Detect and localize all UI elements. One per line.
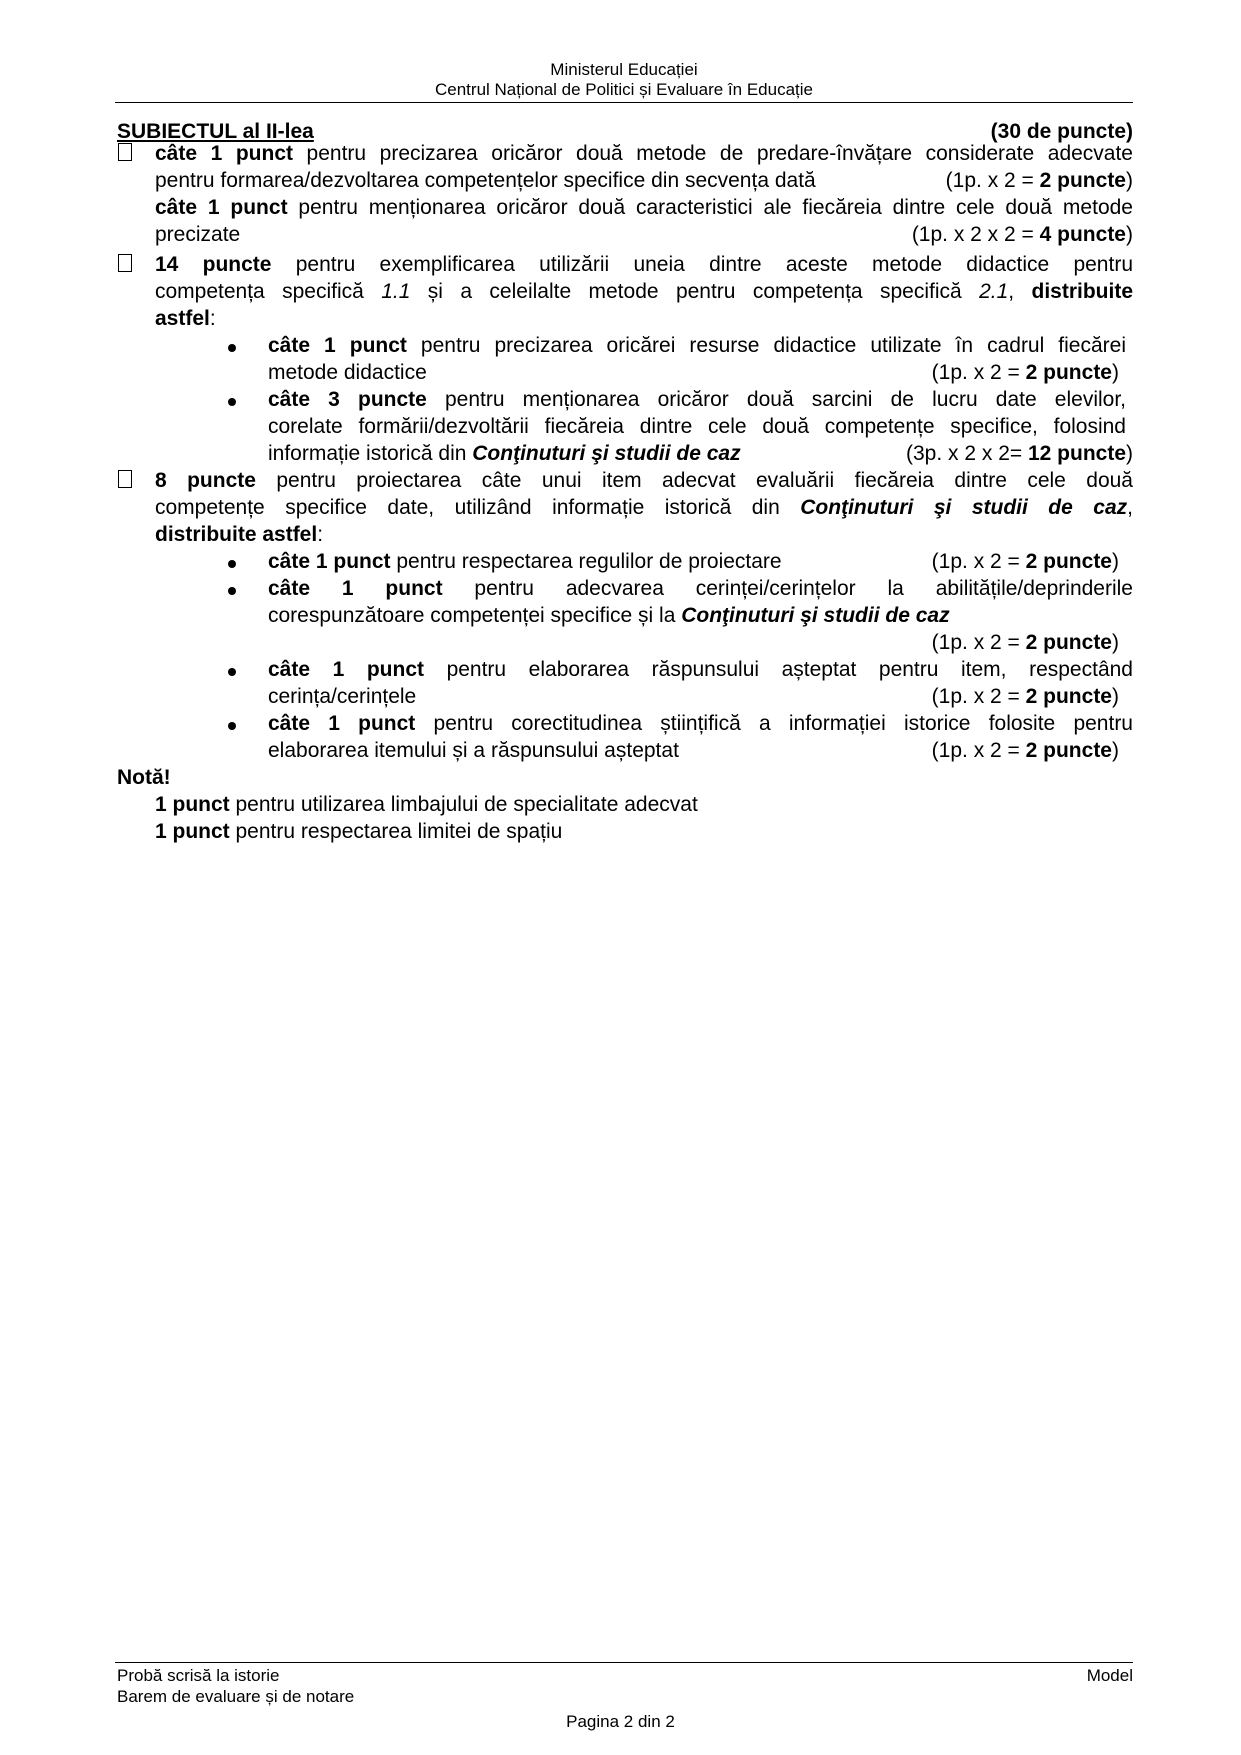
note-line1: 1 punct pentru utilizarea limbajului de specialitate adecvat	[155, 793, 698, 816]
bullet-icon	[228, 344, 236, 352]
footer-page-number: Pagina 2 din 2	[566, 1712, 675, 1731]
item2-line3: astfel:	[155, 307, 216, 330]
item3-line3: distribuite astfel:	[155, 523, 324, 546]
item2-line1: 14 puncte pentru exemplificarea utilizării uneia dintre aceste metode didactice pentru	[155, 253, 1133, 276]
item3-bullet4-line2: elaborarea itemului și a răspunsului așteptat (1p. x 2 = 2 puncte)	[268, 739, 1119, 762]
item2-bullet1-line2: metode didactice (1p. x 2 = 2 puncte)	[268, 361, 1119, 384]
note-line2: 1 punct pentru respectarea limitei de spațiu	[155, 820, 563, 843]
bullet-icon	[228, 587, 236, 595]
item2-bullet2-line3: informație istorică din Conţinuturi şi studii de caz (3p. x 2 x 2= 12 puncte)	[268, 442, 1133, 465]
header-center: Centrul Național de Politici și Evaluare în Educație	[435, 80, 813, 99]
bullet-icon	[228, 668, 236, 676]
item-marker-icon	[118, 143, 132, 161]
section-points: (30 de puncte)	[990, 120, 1133, 143]
item2-line2: competența specifică 1.1 și a celeilalte metode pentru competența specifică 2.1, distribuite	[155, 280, 1134, 303]
item1-line3: câte 1 punct pentru menționarea oricăror două caracteristici ale fiecăreia dintre cele două metode	[155, 196, 1133, 219]
header-ministry: Ministerul Educației	[550, 60, 698, 79]
bullet-icon	[228, 560, 236, 568]
item2-bullet2-line1: câte 3 puncte pentru menționarea oricăror două sarcini de lucru date elevilor,	[268, 388, 1126, 411]
item3-bullet2-line2: corespunzătoare competenței specifice și la Conţinuturi şi studii de caz	[268, 604, 950, 627]
item3-line2: competențe specifice date, utilizând informație istorică din Conţinuturi şi studii de caz,	[155, 496, 1133, 519]
item3-line1: 8 puncte pentru proiectarea câte unui item adecvat evaluării fiecăreia dintre cele două	[155, 469, 1133, 492]
header-rule	[115, 102, 1133, 103]
item2-bullet2-line2: corelate formării/dezvoltării fiecăreia dintre cele două competențe specifice, folosind	[268, 415, 1126, 438]
item2-bullet1-line1: câte 1 punct pentru precizarea oricărei resurse didactice utilizate în cadrul fiecărei	[268, 334, 1126, 357]
item1-line1: câte 1 punct pentru precizarea oricăror două metode de predare-învățare considerate adecvate	[155, 142, 1133, 165]
note-title: Notă!	[117, 766, 171, 789]
footer-rule	[115, 1662, 1133, 1663]
bullet-icon	[228, 398, 236, 406]
footer-document-type: Barem de evaluare și de notare	[117, 1687, 355, 1706]
document-page: Ministerul Educației Centrul Național de Politici și Evaluare în Educație SUBIECTUL al II-lea (30 de puncte) câte 1 punct pentru precizarea oricăror două metode de predare-învățare considerate adecvate pentru formarea/dezvoltarea competențelor specifice din secvența dată (1p. x 2 = 2 puncte) câte 1 punct pentru menționarea oricăror două caracteristici ale fiecăreia dintre cele două metode precizate (1p. x 2 x 2 = 4 puncte) 14 puncte pentru exemplificarea utilizării uneia dintre aceste metode didactice pentru competența specifică 1.1 și a celeilalte metode pentru competența specifică 2.1, distribuite astfel: câte 1 punct pentru precizarea oricărei resurse didactice utilizate în cadrul fiecărei metode didactice (1p. x 2 = 2 puncte) câte 3 puncte pentru menționarea oricăror două sarcini de lucru date elevilor, corelate formării/dezvoltării fiecăreia dintre cele două competențe specifice, folosind informație istorică din Conţinuturi şi studii de caz (3p. x 2 x 2= 12 puncte) 8 puncte pentru proiectarea câte unui item adecvat evaluării fiecăreia dintre cele două competențe specifice date, utilizând informație istorică din Conţinuturi şi studii de caz, distribuite astfel: câte 1 punct pentru respectarea regulilor de proiectare (1p. x 2 = 2 puncte) câte 1 punct pentru adecvarea cerinței/cerințelor la abilitățile/deprinderile corespunzătoare competenței specifice și la Conţinuturi şi studii de caz (1p. x 2 = 2 puncte) câte 1 punct pentru elaborarea răspunsului așteptat pentru item, respectând cerința/cerințele (1p. x 2 = 2 puncte) câte 1 punct pentru corectitudinea științifică a informației istorice folosite pentru elaborarea itemului și a răspunsului așteptat (1p. x 2 = 2 puncte) Notă! 1 punct pentru utilizarea limbajului de specialitate adecvat 1 punct pentru respectarea limitei de spațiu Probă scrisă la istorie Barem de evaluare și de notare Model Pagina 2 din 2	[0, 0, 1241, 1755]
item3-bullet4-line1: câte 1 punct pentru corectitudinea științifică a informației istorice folosite pentru	[268, 712, 1133, 735]
footer-model-label: Model	[1086, 1666, 1133, 1685]
item3-bullet2-line1: câte 1 punct pentru adecvarea cerinței/cerințelor la abilitățile/deprinderile	[268, 577, 1133, 600]
item-marker-icon	[118, 470, 132, 488]
item3-bullet3-line2: cerința/cerințele (1p. x 2 = 2 puncte)	[268, 685, 1119, 708]
item1-line2: pentru formarea/dezvoltarea competențelor specifice din secvența dată (1p. x 2 = 2 puncte)	[155, 169, 1133, 192]
footer-exam-name: Probă scrisă la istorie	[117, 1666, 280, 1685]
item3-bullet3-line1: câte 1 punct pentru elaborarea răspunsului așteptat pentru item, respectând	[268, 658, 1133, 681]
section-title: SUBIECTUL al II-lea	[117, 120, 314, 143]
item-marker-icon	[118, 254, 132, 272]
item3-bullet1: câte 1 punct pentru respectarea regulilor de proiectare (1p. x 2 = 2 puncte)	[268, 550, 1119, 573]
bullet-icon	[228, 722, 236, 730]
item1-line4: precizate (1p. x 2 x 2 = 4 puncte)	[155, 223, 1133, 246]
